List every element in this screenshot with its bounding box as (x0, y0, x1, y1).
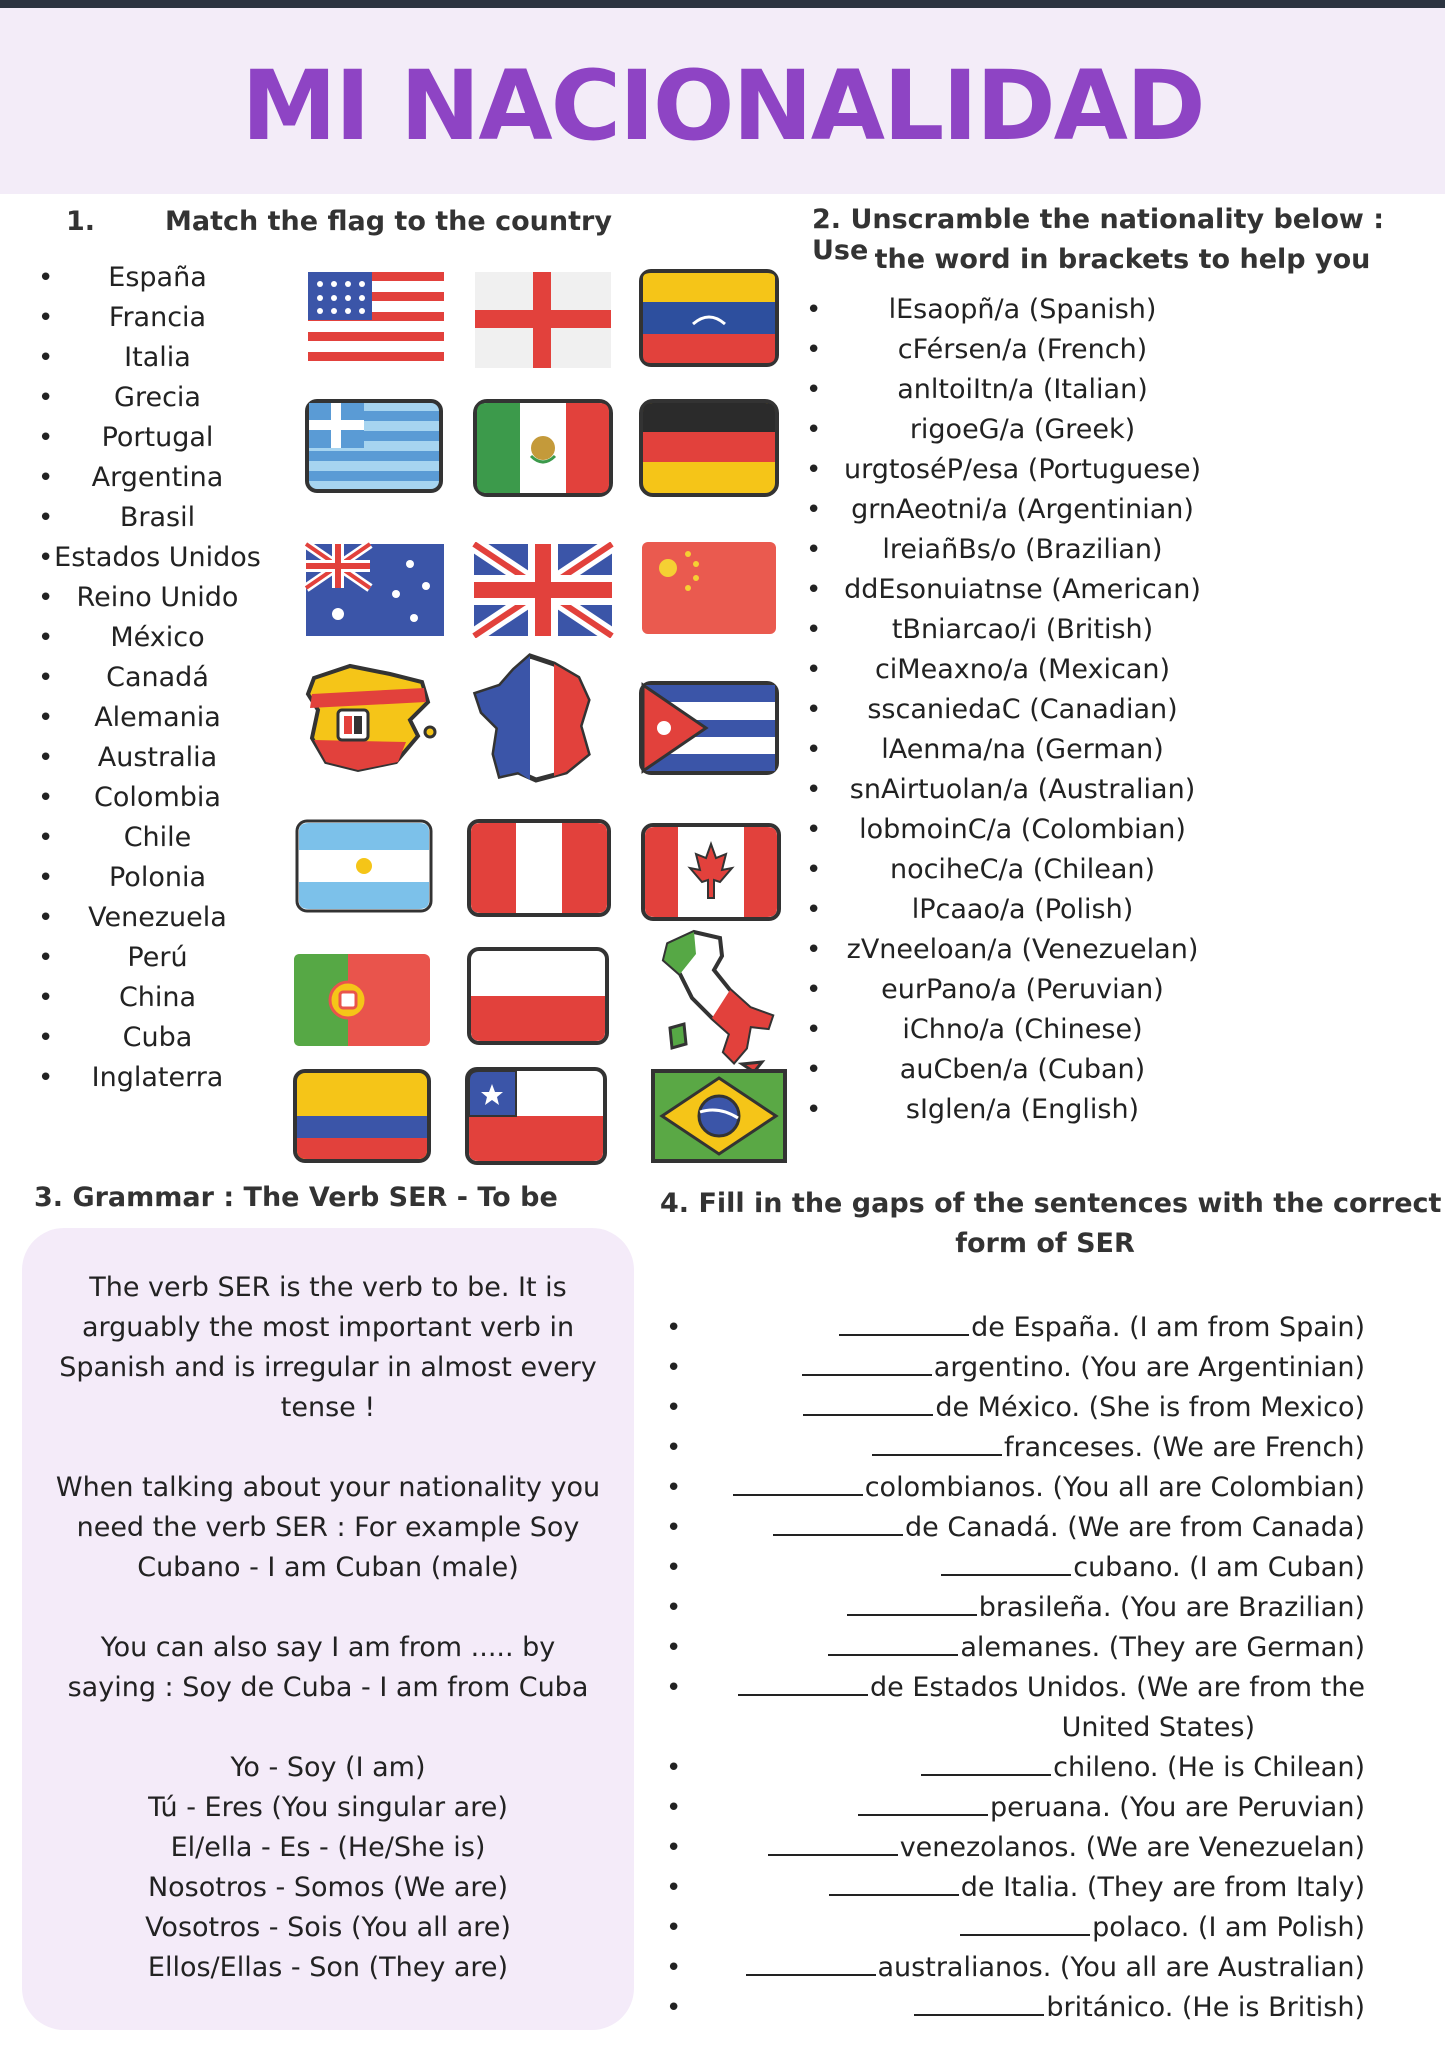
list-item: • iChno/a (Chinese) (800, 1010, 1245, 1050)
unscramble-list (800, 290, 1245, 1130)
answer-blank[interactable] (872, 1432, 1002, 1456)
list-item: • Canadá (30, 658, 285, 698)
list-item: • británico. (He is British) (660, 1988, 1390, 2028)
list-item: • australianos. (You all are Australian) (660, 1948, 1390, 1988)
list-item: • lEsaopñ/a (Spanish) (800, 290, 1245, 330)
grammar-text: When talking about your nationality you (55, 1472, 601, 1503)
fill-gaps-list (660, 1308, 1390, 2028)
list-item: • snAirtuolan/a (Australian) (800, 770, 1245, 810)
list-item: • Australia (30, 738, 285, 778)
list-item: • Reino Unido (30, 578, 285, 618)
list-item: • tBniarcao/i (British) (800, 610, 1245, 650)
list-item: • rigoeG/a (Greek) (800, 410, 1245, 450)
list-item: • cFérsen/a (French) (800, 330, 1245, 370)
list-item: • sscaniedaC (Canadian) (800, 690, 1245, 730)
answer-blank[interactable] (847, 1592, 977, 1616)
list-item: • venezolanos. (We are Venezuelan) (660, 1828, 1390, 1868)
list-item: • polaco. (I am Polish) (660, 1908, 1390, 1948)
mexico-flag-icon (472, 398, 614, 498)
usa-flag-icon (306, 270, 446, 370)
canada-flag-icon (640, 822, 782, 922)
answer-blank[interactable] (839, 1312, 969, 1336)
list-item: • sIglen/a (English) (800, 1090, 1245, 1130)
grammar-text: arguably the most important verb in (81, 1312, 575, 1343)
france-map-flag-icon (470, 650, 610, 790)
list-item: • Brasil (30, 498, 285, 538)
answer-blank[interactable] (803, 1392, 933, 1416)
grammar-text: Spanish and is irregular in almost every (59, 1352, 597, 1383)
list-item: • Perú (30, 938, 285, 978)
conjugation-line: Vosotros - Sois (You all are) (145, 1912, 511, 1943)
section4-heading-line1: 4. Fill in the gaps of the sentences with the correct (660, 1188, 1442, 1219)
list-item: • España (30, 258, 285, 298)
cuba-flag-icon (638, 680, 780, 776)
brazil-flag-icon (650, 1068, 788, 1164)
list-item: • Polonia (30, 858, 285, 898)
answer-blank[interactable] (960, 1912, 1090, 1936)
list-item: • lreiañBs/o (Brazilian) (800, 530, 1245, 570)
list-item: • ddEsonuiatnse (American) (800, 570, 1245, 610)
section1-number: 1. (66, 206, 96, 237)
list-item: • colombianos. (You all are Colombian) (660, 1468, 1390, 1508)
list-item: • alemanes. (They are German) (660, 1628, 1390, 1668)
list-item: • de Estados Unidos. (We are from the United States) (660, 1668, 1390, 1748)
section2-heading-line2: the word in brackets to help you (874, 244, 1371, 275)
list-item: • anltoiItn/a (Italian) (800, 370, 1245, 410)
list-item: • peruana. (You are Peruvian) (660, 1788, 1390, 1828)
list-item: • franceses. (We are French) (660, 1428, 1390, 1468)
conjugation-line: Nosotros - Somos (We are) (147, 1872, 509, 1903)
list-item: • Chile (30, 818, 285, 858)
section3-heading: 3. Grammar : The Verb SER - To be (34, 1182, 558, 1213)
top-bar (0, 0, 1445, 8)
grammar-text: need the verb SER : For example Soy (76, 1512, 580, 1543)
peru-flag-icon (466, 818, 612, 918)
list-item: • Venezuela (30, 898, 285, 938)
section1-heading: Match the flag to the country (165, 206, 612, 237)
answer-blank[interactable] (733, 1472, 863, 1496)
list-item: • nociheC/a (Chilean) (800, 850, 1245, 890)
grammar-text: You can also say I am from ..... by (100, 1632, 556, 1663)
list-item: • de España. (I am from Spain) (660, 1308, 1390, 1348)
answer-blank[interactable] (914, 1992, 1044, 2016)
section4-heading-line2: form of SER (955, 1228, 1135, 1259)
answer-blank[interactable] (746, 1952, 876, 1976)
answer-blank[interactable] (768, 1832, 898, 1856)
answer-blank[interactable] (773, 1512, 903, 1536)
answer-blank[interactable] (858, 1792, 988, 1816)
list-item: • China (30, 978, 285, 1018)
greece-flag-icon (304, 398, 444, 494)
list-item: • de México. (She is from Mexico) (660, 1388, 1390, 1428)
answer-blank[interactable] (828, 1632, 958, 1656)
italy-map-flag-icon (650, 924, 786, 1074)
poland-flag-icon (466, 946, 610, 1046)
list-item: • argentino. (You are Argentinian) (660, 1348, 1390, 1388)
list-item: • Colombia (30, 778, 285, 818)
list-item: • Grecia (30, 378, 285, 418)
list-item: • lPcaao/a (Polish) (800, 890, 1245, 930)
page-title: MI NACIONALIDAD (241, 50, 1204, 162)
answer-blank[interactable] (802, 1352, 932, 1376)
list-item: • cubano. (I am Cuban) (660, 1548, 1390, 1588)
list-item: • México (30, 618, 285, 658)
list-item: • de Italia. (They are from Italy) (660, 1868, 1390, 1908)
australia-flag-icon (304, 542, 446, 638)
list-item: • ciMeaxno/a (Mexican) (800, 650, 1245, 690)
conjugation-line: El/ella - Es - (He/She is) (170, 1832, 486, 1863)
england-flag-icon (473, 270, 613, 370)
list-item: • urgtoséP/esa (Portuguese) (800, 450, 1245, 490)
list-item: • Estados Unidos (30, 538, 285, 578)
country-list (30, 258, 285, 1098)
colombia-flag-icon (292, 1068, 432, 1164)
venezuela-flag-icon (638, 268, 780, 368)
list-item: • Alemania (30, 698, 285, 738)
list-item: • eurPano/a (Peruvian) (800, 970, 1245, 1010)
germany-flag-icon (638, 398, 780, 498)
uk-flag-icon (472, 542, 614, 638)
answer-blank[interactable] (829, 1872, 959, 1896)
list-item: • zVneeloan/a (Venezuelan) (800, 930, 1245, 970)
list-item: • chileno. (He is Chilean) (660, 1748, 1390, 1788)
conjugation-line: Ellos/Ellas - Son (They are) (147, 1952, 509, 1983)
conjugation-line: Tú - Eres (You singular are) (148, 1792, 508, 1823)
argentina-flag-icon (294, 818, 434, 914)
list-item: • de Canadá. (We are from Canada) (660, 1508, 1390, 1548)
spain-map-flag-icon (300, 658, 442, 778)
grammar-text: saying : Soy de Cuba - I am from Cuba (67, 1672, 589, 1703)
list-item: • lobmoinC/a (Colombian) (800, 810, 1245, 850)
answer-blank[interactable] (738, 1672, 868, 1696)
grammar-text: Cubano - I am Cuban (male) (137, 1552, 519, 1583)
list-item: • Portugal (30, 418, 285, 458)
list-item: • lAenma/na (German) (800, 730, 1245, 770)
section2-heading-line1: 2. Unscramble the nationality below : Use (812, 204, 1385, 266)
list-item: • Italia (30, 338, 285, 378)
conjugation-line: Yo - Soy (I am) (230, 1752, 426, 1783)
list-item: • Cuba (30, 1018, 285, 1058)
list-item: • Francia (30, 298, 285, 338)
answer-blank[interactable] (921, 1752, 1051, 1776)
grammar-text: The verb SER is the verb to be. It is (89, 1272, 567, 1303)
list-item: • Argentina (30, 458, 285, 498)
portugal-flag-icon (292, 952, 432, 1048)
list-item: • auCben/a (Cuban) (800, 1050, 1245, 1090)
china-flag-icon (640, 540, 778, 636)
list-item: • grnAeotni/a (Argentinian) (800, 490, 1245, 530)
chile-flag-icon (464, 1066, 608, 1166)
answer-blank[interactable] (941, 1552, 1071, 1576)
list-item: • brasileña. (You are Brazilian) (660, 1588, 1390, 1628)
list-item: • Inglaterra (30, 1058, 285, 1098)
grammar-text: tense ! (280, 1392, 376, 1423)
list-item-continuation: United States) (1061, 1712, 1255, 1743)
